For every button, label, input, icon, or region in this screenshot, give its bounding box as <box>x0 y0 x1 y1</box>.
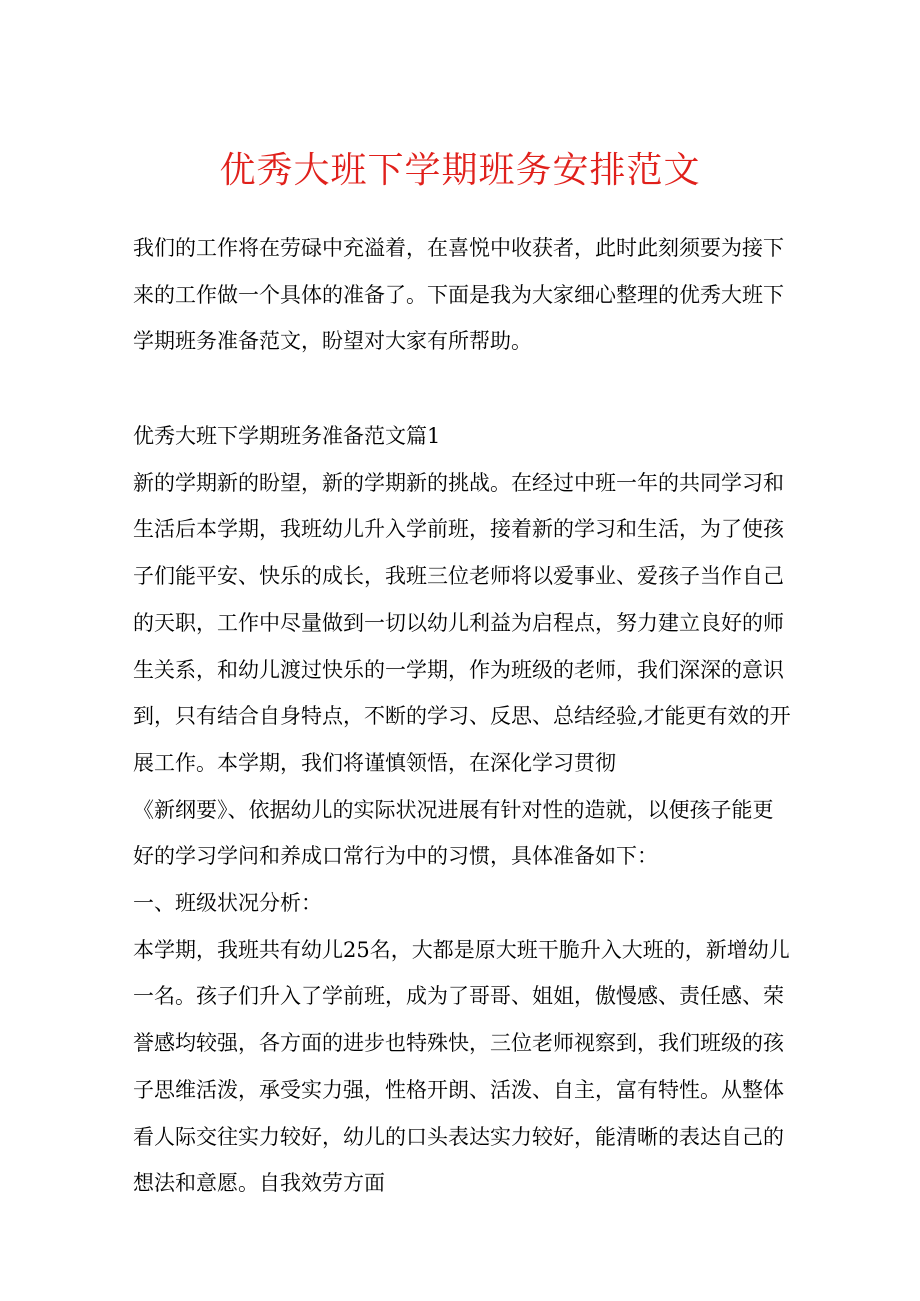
intro-paragraph: 我们的工作将在劳碌中充溢着，在喜悦中收获者，此时此刻须要为接下来的工作做一个具体的准备了。下面是我为大家细心整理的优秀大班下学期班务准备范文，盼望对大家有所帮助。 <box>133 236 784 354</box>
intro-block <box>133 225 793 365</box>
subheading-class-analysis: 一、班级状况分析： <box>133 891 322 916</box>
section-title: 优秀大班下学期班务准备范文篇1 <box>133 424 441 448</box>
paragraph-3: 本学期，我班共有幼儿25名，大都是原大班干脆升入大班的，新增幼儿一名。孩子们升入了学前班，成为了哥哥、姐姐，傲慢感、责任感、荣誉感均较强，各方面的进步也特殊快，三位老师视察到，我们班级的孩子思维活泼，承受实力强，性格开朗、活泼、自主，富有特性。从整体看人际交往实力较好，幼儿的口头表达实力较好，能清晰的表达自己的想法和意愿。自我效劳方面 <box>133 937 790 1196</box>
document-title: 优秀大班下学期班务安排范文 <box>219 150 701 191</box>
paragraph-1: 新的学期新的盼望，新的学期新的挑战。在经过中班一年的共同学习和生活后本学期，我班幼儿升入学前班，接着新的学习和生活，为了使孩子们能平安、快乐的成长，我班三位老师将以爱事业、爱孩子当作自己的天职，工作中尽量做到一切以幼儿利益为启程点，努力建立良好的师生关系，和幼儿渡过快乐的一学期，作为班级的老师，我们深深的意识到，只有结合自身特点，不断的学习、反思、总结经验,才能更有效的开展工作。本学期，我们将谨慎领悟，在深化学习贯彻 <box>133 470 791 775</box>
paragraph-2: 《新纲要》、依据幼儿的实际状况进展有针对性的造就，以便孩子能更好的学习学问和养成口常行为中的习惯，具体准备如下： <box>133 797 774 869</box>
main-content <box>133 413 793 1207</box>
